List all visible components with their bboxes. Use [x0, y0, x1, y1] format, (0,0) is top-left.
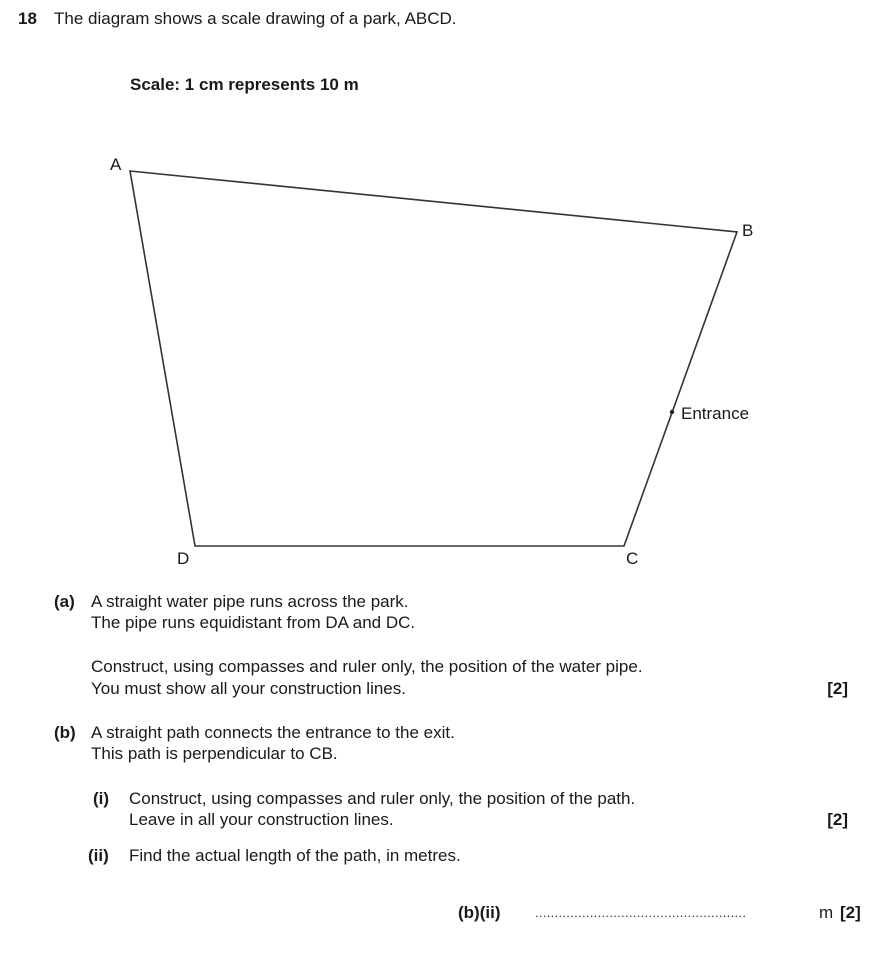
answer-marks: [2]: [840, 903, 861, 922]
part-b-ii-label: (ii): [88, 846, 109, 865]
vertex-label-d: D: [177, 549, 190, 568]
entrance-point: [670, 410, 674, 414]
vertex-label-c: C: [626, 549, 639, 568]
part-a-line-1: A straight water pipe runs across the park.: [91, 592, 409, 611]
answer-dotted-line[interactable]: ......................................................: [535, 905, 747, 920]
part-b-ii-line-1: Find the actual length of the path, in metres.: [129, 846, 461, 865]
part-a-line-3: Construct, using compasses and ruler only, the position of the water pipe.: [91, 657, 643, 676]
park-outline: [130, 171, 737, 546]
part-b-i-label: (i): [93, 789, 110, 808]
part-b-line-1: A straight path connects the entrance to the exit.: [91, 723, 455, 742]
scale-note: Scale: 1 cm represents 10 m: [130, 75, 359, 94]
part-a-line-4: You must show all your construction lines.: [91, 679, 406, 698]
part-a-label: (a): [54, 592, 75, 611]
vertex-label-b: B: [742, 221, 754, 240]
answer-label: (b)(ii): [458, 903, 501, 922]
part-a-marks: [2]: [827, 679, 848, 698]
part-b-label: (b): [54, 723, 76, 742]
part-b-i-line-2: Leave in all your construction lines.: [129, 810, 394, 829]
part-a-line-2: The pipe runs equidistant from DA and DC.: [91, 613, 416, 632]
part-b-i-line-1: Construct, using compasses and ruler only, the position of the path.: [129, 789, 636, 808]
question-number: 18: [18, 9, 37, 28]
question-intro: The diagram shows a scale drawing of a park, ABCD.: [54, 9, 457, 28]
entrance-label: Entrance: [681, 404, 750, 423]
part-b-i-marks: [2]: [827, 810, 848, 829]
vertex-label-a: A: [110, 155, 122, 174]
part-b-line-2: This path is perpendicular to CB.: [91, 744, 338, 763]
answer-unit: m: [819, 903, 834, 922]
